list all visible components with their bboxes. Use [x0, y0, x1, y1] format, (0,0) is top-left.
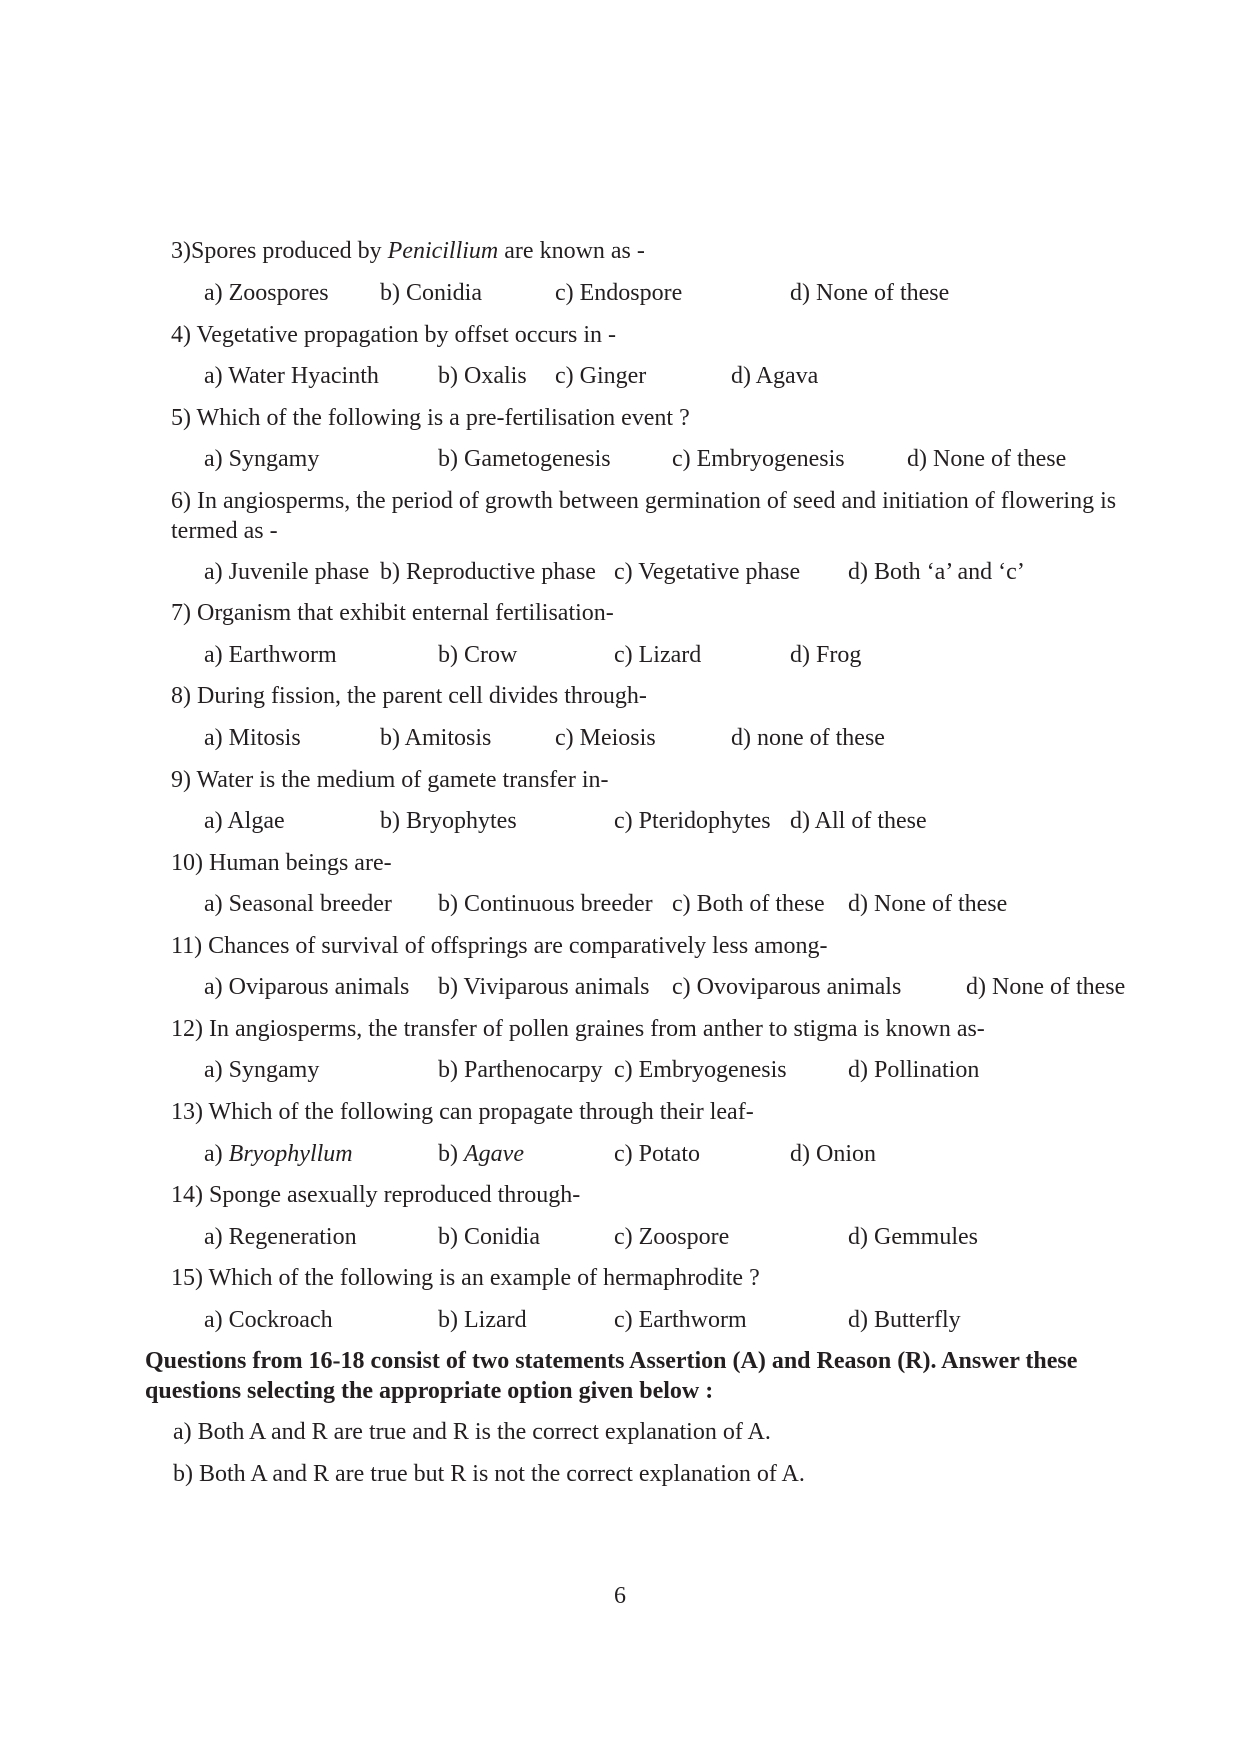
question-6-option-d: d) Both ‘a’ and ‘c’ — [848, 559, 1025, 585]
question-11-option-c: c) Ovoviparous animals — [672, 974, 902, 1000]
question-9-option-b: b) Bryophytes — [380, 808, 517, 834]
question-7-stem: 7) Organism that exhibit enternal fertilisation- — [171, 600, 614, 626]
question-15-options — [204, 1305, 1164, 1335]
question-9-option-a: a) Algae — [204, 808, 285, 834]
question-14-option-a: a) Regeneration — [204, 1224, 357, 1250]
question-5-option-a: a) Syngamy — [204, 446, 320, 472]
question-8-option-d: d) none of these — [731, 725, 885, 751]
question-11-options — [204, 972, 1164, 1002]
question-5-option-d: d) None of these — [907, 446, 1067, 472]
question-15-stem: 15) Which of the following is an example of hermaphrodite ? — [171, 1265, 760, 1291]
question-13-option-c: c) Potato — [614, 1141, 700, 1167]
question-10-option-b: b) Continuous breeder — [438, 891, 653, 917]
question-15-option-a: a) Cockroach — [204, 1307, 333, 1333]
question-14-stem: 14) Sponge asexually reproduced through- — [171, 1182, 581, 1208]
question-15-option-d: d) Butterfly — [848, 1307, 961, 1333]
question-8-option-b: b) Amitosis — [380, 725, 492, 751]
assertion-reason-instructions: Questions from 16-18 consist of two statements Assertion (A) and Reason (R). Answer these questions selecting the appropriate option given below : — [145, 1348, 1078, 1404]
question-8-option-a: a) Mitosis — [204, 725, 301, 751]
question-9-option-d: d) All of these — [790, 808, 927, 834]
question-4-option-c: c) Ginger — [555, 363, 647, 389]
question-15-option-c: c) Earthworm — [614, 1307, 747, 1333]
question-15-option-b: b) Lizard — [438, 1307, 527, 1333]
question-11-option-d: d) None of these — [966, 974, 1126, 1000]
question-5-option-c: c) Embryogenesis — [672, 446, 845, 472]
question-12-option-b: b) Parthenocarpy — [438, 1057, 603, 1083]
question-4-option-b: b) Oxalis — [438, 363, 527, 389]
question-10-options — [204, 889, 1164, 919]
question-3-option-a: a) Zoospores — [204, 280, 329, 306]
question-6-option-b: b) Reproductive phase — [380, 559, 596, 585]
question-8-options — [204, 723, 1164, 753]
question-13-option-d: d) Onion — [790, 1141, 876, 1167]
question-7-options — [204, 640, 1164, 670]
question-5-options — [204, 444, 1164, 474]
question-4-option-d: d) Agava — [731, 363, 819, 389]
question-3-options — [204, 278, 1164, 308]
question-9-stem: 9) Water is the medium of gamete transfer in- — [171, 767, 609, 793]
question-9-options — [204, 806, 1164, 836]
question-4-option-a: a) Water Hyacinth — [204, 363, 379, 389]
question-14-options — [204, 1222, 1164, 1252]
question-13-option-b-prefix: b) — [438, 1141, 464, 1167]
question-6-option-a: a) Juvenile phase — [204, 559, 370, 585]
question-6-options — [204, 557, 1164, 587]
question-13-option-a-prefix: a) — [204, 1141, 229, 1167]
question-14-option-c: c) Zoospore — [614, 1224, 730, 1250]
assertion-option-a: a) Both A and R are true and R is the correct explanation of A. — [173, 1419, 771, 1445]
question-3-stem-post: are known as - — [498, 238, 645, 264]
assertion-option-b: b) Both A and R are true but R is not the correct explanation of A. — [173, 1461, 805, 1487]
page-number: 6 — [614, 1583, 626, 1609]
question-8-stem: 8) During fission, the parent cell divides through- — [171, 683, 647, 709]
question-4-options — [204, 361, 1164, 391]
question-9-option-c: c) Pteridophytes — [614, 808, 771, 834]
question-4-stem: 4) Vegetative propagation by offset occurs in - — [171, 322, 616, 348]
question-11-option-a: a) Oviparous animals — [204, 974, 410, 1000]
question-3-option-b: b) Conidia — [380, 280, 482, 306]
question-13-option-a-name: Bryophyllum — [228, 1141, 353, 1167]
question-14-option-d: d) Gemmules — [848, 1224, 978, 1250]
question-12-stem: 12) In angiosperms, the transfer of pollen graines from anther to stigma is known as- — [171, 1016, 985, 1042]
question-7-option-b: b) Crow — [438, 642, 518, 668]
question-13-stem: 13) Which of the following can propagate through their leaf- — [171, 1099, 754, 1125]
question-8-option-c: c) Meiosis — [555, 725, 656, 751]
question-3-stem-italic: Penicillium — [387, 238, 499, 264]
question-12-option-d: d) Pollination — [848, 1057, 980, 1083]
question-6-stem: 6) In angiosperms, the period of growth between germination of seed and initiation of flowering is termed as - — [171, 488, 1117, 544]
question-3-option-d: d) None of these — [790, 280, 950, 306]
question-12-option-a: a) Syngamy — [204, 1057, 320, 1083]
question-11-option-b: b) Viviparous animals — [438, 974, 650, 1000]
question-7-option-a: a) Earthworm — [204, 642, 337, 668]
question-7-option-c: c) Lizard — [614, 642, 702, 668]
question-13-option-b — [438, 1139, 524, 1169]
question-3-stem — [171, 236, 645, 266]
question-11-stem: 11) Chances of survival of offsprings are comparatively less among- — [171, 933, 828, 959]
question-10-option-d: d) None of these — [848, 891, 1008, 917]
question-10-option-a: a) Seasonal breeder — [204, 891, 392, 917]
question-5-stem: 5) Which of the following is a pre-fertilisation event ? — [171, 405, 690, 431]
question-5-option-b: b) Gametogenesis — [438, 446, 611, 472]
question-13-option-b-name: Agave — [464, 1141, 524, 1167]
question-3-option-c: c) Endospore — [555, 280, 683, 306]
question-7-option-d: d) Frog — [790, 642, 862, 668]
question-6-option-c: c) Vegetative phase — [614, 559, 801, 585]
question-10-option-c: c) Both of these — [672, 891, 825, 917]
question-13-options — [204, 1139, 1164, 1169]
question-12-option-c: c) Embryogenesis — [614, 1057, 787, 1083]
question-3-stem-pre: 3)Spores produced by — [171, 238, 388, 264]
question-13-option-a — [204, 1139, 353, 1169]
question-10-stem: 10) Human beings are- — [171, 850, 392, 876]
question-12-options — [204, 1055, 1164, 1085]
question-14-option-b: b) Conidia — [438, 1224, 540, 1250]
